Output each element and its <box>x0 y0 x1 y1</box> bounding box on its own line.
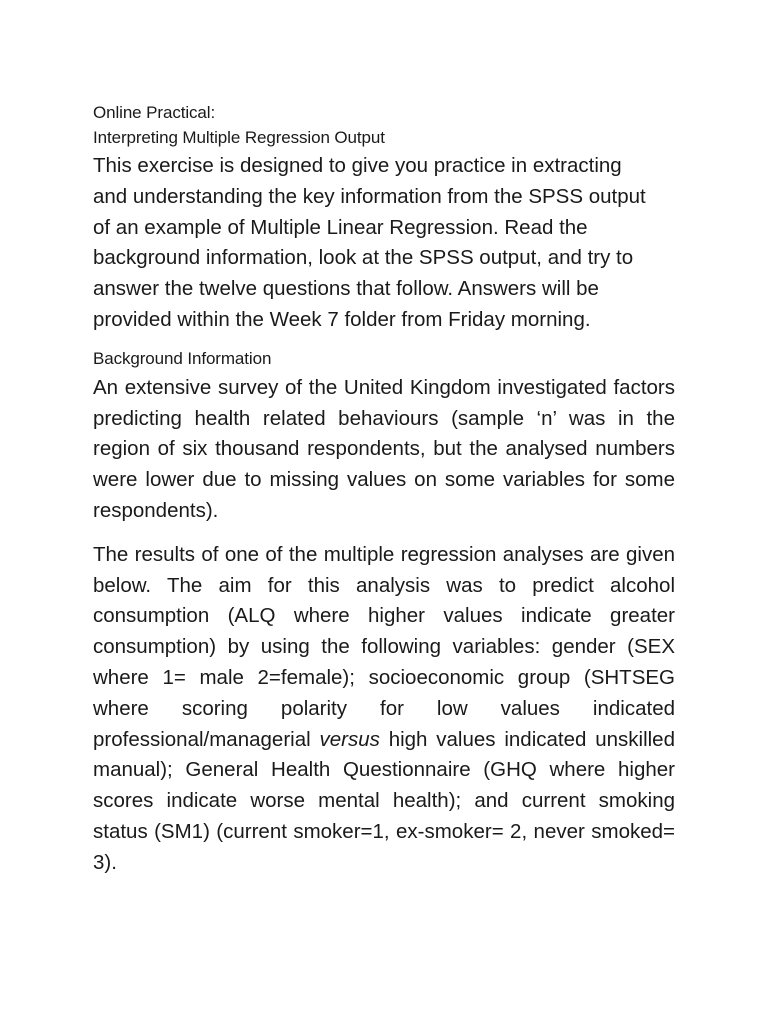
analysis-text-part2: high values indicated unskilled manual); General Health Questionnaire (GHQ where higher scores indicate worse mental health); and current smoking status (SM1) (current smoker=1, ex-smoker= 2, never smoked= 3). <box>93 727 675 874</box>
document-page <box>93 100 675 879</box>
survey-paragraph: An extensive survey of the United Kingdom investigated factors predicting health related behaviours (sample ‘n’ was in the region of six thousand respondents, but the analysed numbers were lower due to missing values on some variables for some respondents). <box>93 375 675 522</box>
background-heading: Background Information <box>93 348 272 368</box>
analysis-text-italic: versus <box>319 727 380 751</box>
analysis-paragraph <box>93 540 675 879</box>
intro-paragraph: This exercise is designed to give you practice in extracting and understanding the key information from the SPSS output of an example of Multiple Linear Regression. Read the background information, look at the SPSS output, and try to answer the twelve questions that follow. Answers will be provided within the Week 7 folder from Friday morning. <box>93 154 646 331</box>
practical-title: Online Practical: <box>93 103 216 122</box>
analysis-text-part1: The results of one of the multiple regression analyses are given below. The aim for this analysis was to predict alcohol consumption (ALQ where higher values indicate greater consumption) by using the following variables: gender (SEX where 1= male 2=female); socioeconomic group (SHTSEG where scoring polarity for low values indicated professional/managerial <box>93 542 675 751</box>
practical-subtitle: Interpreting Multiple Regression Output <box>93 128 385 147</box>
